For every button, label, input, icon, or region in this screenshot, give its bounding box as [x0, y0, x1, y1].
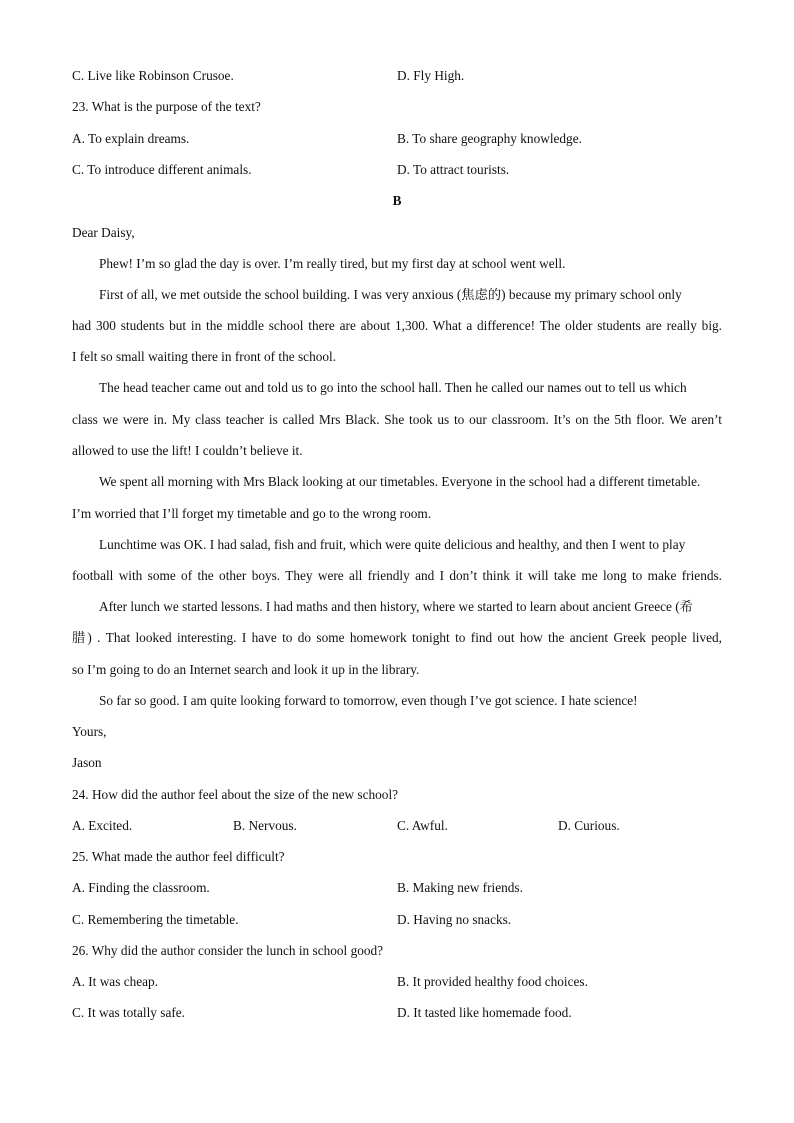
q22-option-c: C. Live like Robinson Crusoe. [72, 68, 234, 83]
q23-option-c: C. To introduce different animals. [72, 162, 252, 177]
letter-paragraph-3-line-2: class we were in. My class teacher is called Mrs Black. She took us to our classroom. It’s on the 5th floor. We aren’t [72, 412, 722, 427]
letter-paragraph-2-line-2: had 300 students but in the middle school there are about 1,300. What a difference! The older students are really big. [72, 318, 722, 333]
q26-option-a: A. It was cheap. [72, 974, 159, 989]
q23-option-a: A. To explain dreams. [72, 131, 190, 146]
letter-closing: Yours, [72, 724, 107, 739]
letter-paragraph-3-line-3: allowed to use the lift! I couldn’t believe it. [72, 443, 303, 458]
q23-question: 23. What is the purpose of the text? [72, 99, 261, 114]
letter-paragraph-2-line-1: First of all, we met outside the school building. I was very anxious (焦虑的) because my primary school only [99, 287, 682, 302]
letter-paragraph-5-line-1: Lunchtime was OK. I had salad, fish and fruit, which were quite delicious and healthy, and then I went to play [99, 537, 686, 552]
q26-option-b: B. It provided healthy food choices. [397, 974, 588, 989]
q24-option-b: B. Nervous. [233, 818, 297, 833]
q24-option-a: A. Excited. [72, 818, 133, 833]
q23-option-b: B. To share geography knowledge. [397, 131, 582, 146]
q25-option-d: D. Having no snacks. [397, 912, 512, 927]
letter-paragraph-5-line-2: football with some of the other boys. They were all friendly and I don’t think it will take me long to make friends. [72, 568, 722, 583]
letter-signature: Jason [72, 755, 102, 770]
letter-paragraph-6-line-2: 腊) . That looked interesting. I have to do some homework tonight to find out how the ancient Greek people lived, [72, 630, 722, 645]
section-heading: B [392, 193, 402, 208]
q25-question: 25. What made the author feel difficult? [72, 849, 285, 864]
q26-option-c: C. It was totally safe. [72, 1005, 185, 1020]
letter-greeting: Dear Daisy, [72, 225, 135, 240]
q25-option-a: A. Finding the classroom. [72, 880, 210, 895]
q24-option-c: C. Awful. [397, 818, 448, 833]
letter-paragraph-7: So far so good. I am quite looking forward to tomorrow, even though I’ve got science. I hate science! [99, 693, 638, 708]
q24-question: 24. How did the author feel about the size of the new school? [72, 787, 399, 802]
q26-option-d: D. It tasted like homemade food. [397, 1005, 572, 1020]
q26-question: 26. Why did the author consider the lunch in school good? [72, 943, 384, 958]
letter-paragraph-3-line-1: The head teacher came out and told us to go into the school hall. Then he called our names out to tell us which [99, 380, 687, 395]
q24-option-d: D. Curious. [558, 818, 620, 833]
q23-option-d: D. To attract tourists. [397, 162, 510, 177]
letter-paragraph-4-line-1: We spent all morning with Mrs Black looking at our timetables. Everyone in the school had a different timetable. [99, 474, 701, 489]
letter-paragraph-1: Phew! I’m so glad the day is over. I’m really tired, but my first day at school went well. [99, 256, 566, 271]
q22-option-d: D. Fly High. [397, 68, 465, 83]
letter-paragraph-6-line-1: After lunch we started lessons. I had maths and then history, where we started to learn about ancient Greece (希 [99, 599, 693, 614]
q25-option-c: C. Remembering the timetable. [72, 912, 239, 927]
letter-paragraph-2-line-3: I felt so small waiting there in front of the school. [72, 349, 337, 364]
letter-paragraph-6-line-3: so I’m going to do an Internet search and look it up in the library. [72, 662, 420, 677]
q25-option-b: B. Making new friends. [397, 880, 523, 895]
letter-paragraph-4-line-2: I’m worried that I’ll forget my timetable and go to the wrong room. [72, 506, 432, 521]
